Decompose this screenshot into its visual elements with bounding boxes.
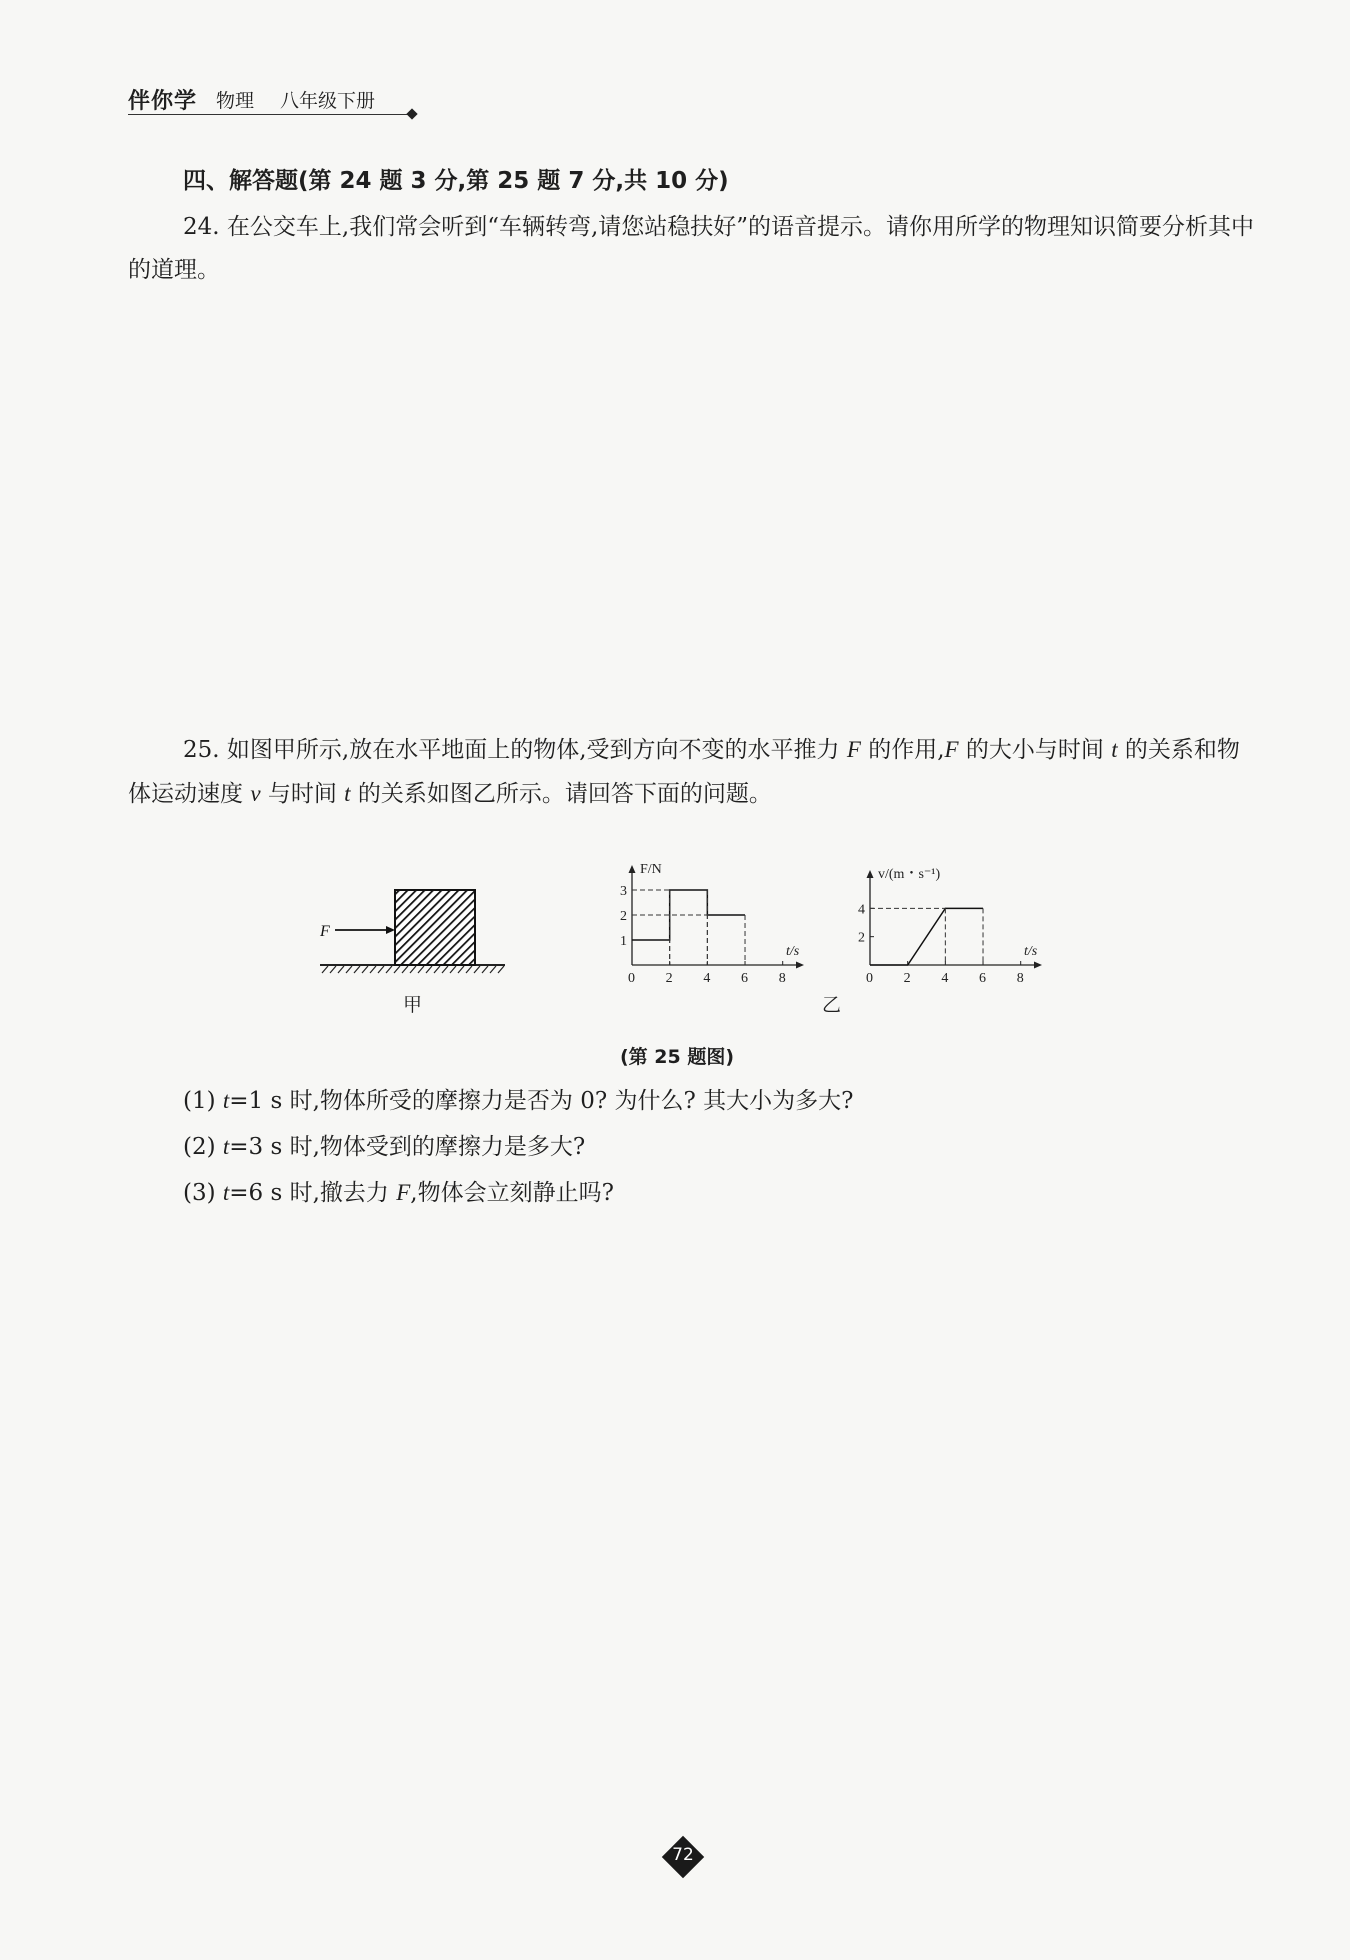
x-tick-label: 4: [941, 971, 949, 986]
page-number-badge: [662, 1836, 704, 1878]
q25-var-f: F: [846, 737, 861, 762]
subquestion-3: [183, 1174, 614, 1207]
q25-text-2: 的作用,: [860, 737, 945, 763]
x-tick-label: 8: [778, 971, 786, 986]
figure-25-graphics: [0, 830, 1350, 1040]
x-tick-label: 2: [903, 971, 911, 986]
x-tick-label: 0: [866, 971, 873, 986]
figure-caption: (第 25 题图): [620, 1046, 735, 1068]
subquestion-var: t: [222, 1180, 230, 1205]
figure-yi-label: 乙: [822, 994, 842, 1016]
book-label: 八年级下册: [280, 90, 376, 112]
x-tick-label: 6: [741, 971, 749, 986]
q25-var-t: t: [1111, 737, 1118, 762]
y-axis-label: F/N: [640, 862, 662, 877]
running-header: [128, 84, 418, 120]
y-axis-arrow-icon: [867, 870, 874, 878]
x-tick-label: 0: [628, 971, 635, 986]
q25-var-f: F: [944, 737, 959, 762]
header-rule: [128, 114, 412, 115]
velocity-time-chart: [858, 867, 1042, 986]
subquestion-number: (2): [183, 1134, 223, 1160]
x-tick-label: 4: [703, 971, 711, 986]
y-tick-label: 1: [620, 934, 627, 949]
q25-text-3: 的大小与时间: [958, 737, 1112, 763]
subquestion-text: =3 s 时,物体受到的摩擦力是多大?: [229, 1134, 586, 1160]
x-tick-label: 2: [665, 971, 673, 986]
subquestion-text: ,物体会立刻静止吗?: [410, 1180, 614, 1206]
y-tick-label: 4: [858, 902, 865, 918]
x-axis-arrow-icon: [796, 962, 804, 969]
subquestion-var: F: [396, 1180, 411, 1205]
y-axis-arrow-icon: [629, 865, 636, 873]
arrowhead-icon: [386, 926, 395, 934]
ground-hatch: [322, 966, 504, 973]
y-axis-label: v/(m・s⁻¹): [878, 867, 941, 882]
subquestion-text: =1 s 时,物体所受的摩擦力是否为 0? 为什么? 其大小为多大?: [229, 1088, 854, 1114]
subquestion-number: (1): [183, 1088, 223, 1114]
force-label: F: [320, 923, 330, 940]
x-axis-arrow-icon: [1034, 962, 1042, 969]
q25-text-6: 的关系如图乙所示。请回答下面的问题。: [350, 781, 772, 807]
x-axis-label: t/s: [786, 944, 800, 959]
subquestion-var: t: [222, 1088, 230, 1113]
brand-label: 伴你学: [128, 89, 198, 114]
q25-text-5: 与时间: [260, 781, 345, 807]
y-tick-label: 2: [858, 930, 865, 946]
figure-25: [0, 830, 1350, 1040]
subject-label: 物理: [216, 90, 255, 112]
q25-var-t: t: [344, 781, 351, 806]
subquestion-1: [183, 1082, 853, 1115]
figure-jia-label: 甲: [403, 994, 423, 1016]
y-tick-label: 3: [620, 884, 627, 899]
block-diagram: [319, 890, 505, 973]
subquestion-text: =6 s 时,撤去力: [229, 1180, 397, 1206]
subquestion-number: (3): [183, 1180, 223, 1206]
question-24: [128, 206, 1258, 292]
q25-text-1: 25. 如图甲所示,放在水平地面上的物体,受到方向不变的水平推力: [183, 737, 847, 763]
diamond-icon: [406, 108, 417, 119]
series-line: [870, 908, 983, 965]
question-25: [128, 728, 1258, 816]
subquestion-2: [183, 1128, 585, 1161]
force-time-chart: [620, 862, 804, 986]
y-tick-label: 2: [620, 909, 627, 924]
block: [395, 890, 475, 965]
question-24-text: 24. 在公交车上,我们常会听到“车辆转弯,请您站稳扶好”的语音提示。请你用所学的物理知识简要分析其中的道理。: [128, 214, 1255, 283]
page-number: 72: [672, 1845, 694, 1865]
x-tick-label: 8: [1016, 971, 1024, 986]
section-title: 四、解答题(第 24 题 3 分,第 25 题 7 分,共 10 分): [183, 168, 729, 194]
x-tick-label: 6: [979, 971, 987, 986]
q25-text-4: 的关系和物体运动速度: [128, 737, 1240, 807]
q25-var-v: v: [250, 781, 261, 806]
x-axis-label: t/s: [1024, 944, 1038, 959]
subquestion-var: t: [222, 1134, 230, 1159]
